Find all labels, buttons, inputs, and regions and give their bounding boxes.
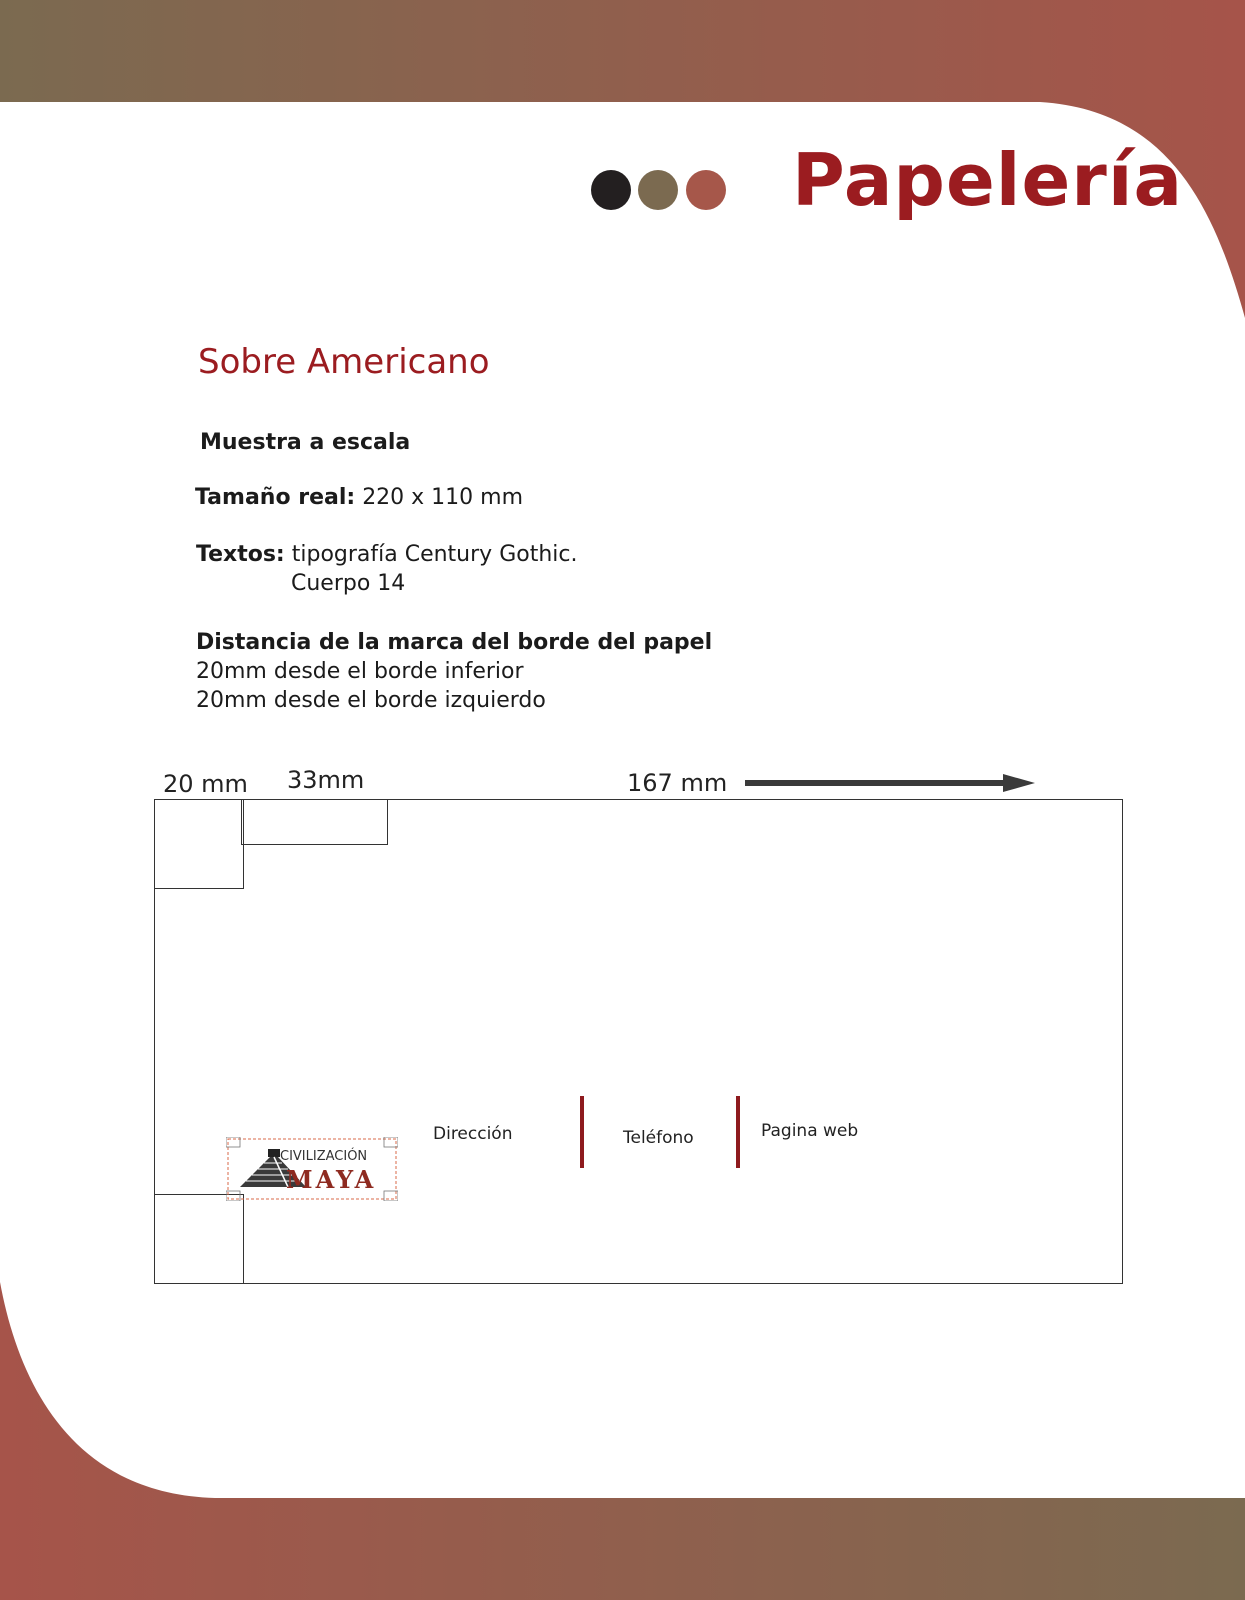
dimension-33mm: 33mm [287,766,365,794]
phone-label: Teléfono [623,1128,694,1148]
margin-box-bottom-left [154,1194,244,1284]
arrow-icon [745,772,1037,794]
distance-heading [196,630,712,655]
distance-heading-text: Distancia de la marca del borde del papel [196,630,713,655]
texts-body: Cuerpo 14 [291,571,406,596]
texts-line [196,542,577,567]
texts-value: tipografía Century Gothic. [291,542,578,567]
address-label: Dirección [433,1124,513,1144]
scale-label [200,430,410,455]
bottom-band [0,1282,1245,1600]
color-dot-terracotta [686,170,726,210]
section-title: Sobre Americano [198,342,490,382]
margin-box-top-strip [241,799,388,845]
dimension-20mm: 20 mm [163,770,248,798]
logo-line-2: MAYA [286,1165,377,1194]
envelope-outline [154,799,1123,1284]
separator-2 [736,1096,740,1168]
logo-line-1: CIVILIZACIÓN [280,1149,368,1164]
distance-bottom: 20mm desde el borde inferior [196,659,524,684]
scale-label-text: Muestra a escala [200,430,411,455]
margin-box-top-left [154,799,244,889]
brand-logo [226,1137,398,1201]
page-title: Papelería [792,138,1184,222]
separator-1 [580,1096,584,1168]
distance-left: 20mm desde el borde izquierdo [196,688,546,713]
size-line [195,485,523,510]
color-dot-brown [638,170,678,210]
website-label: Pagina web [761,1121,859,1141]
dimension-167mm: 167 mm [627,769,728,797]
size-value: 220 x 110 mm [362,485,524,510]
color-dot-black [591,170,631,210]
size-label: Tamaño real: [195,485,356,510]
texts-label: Textos: [196,542,285,567]
